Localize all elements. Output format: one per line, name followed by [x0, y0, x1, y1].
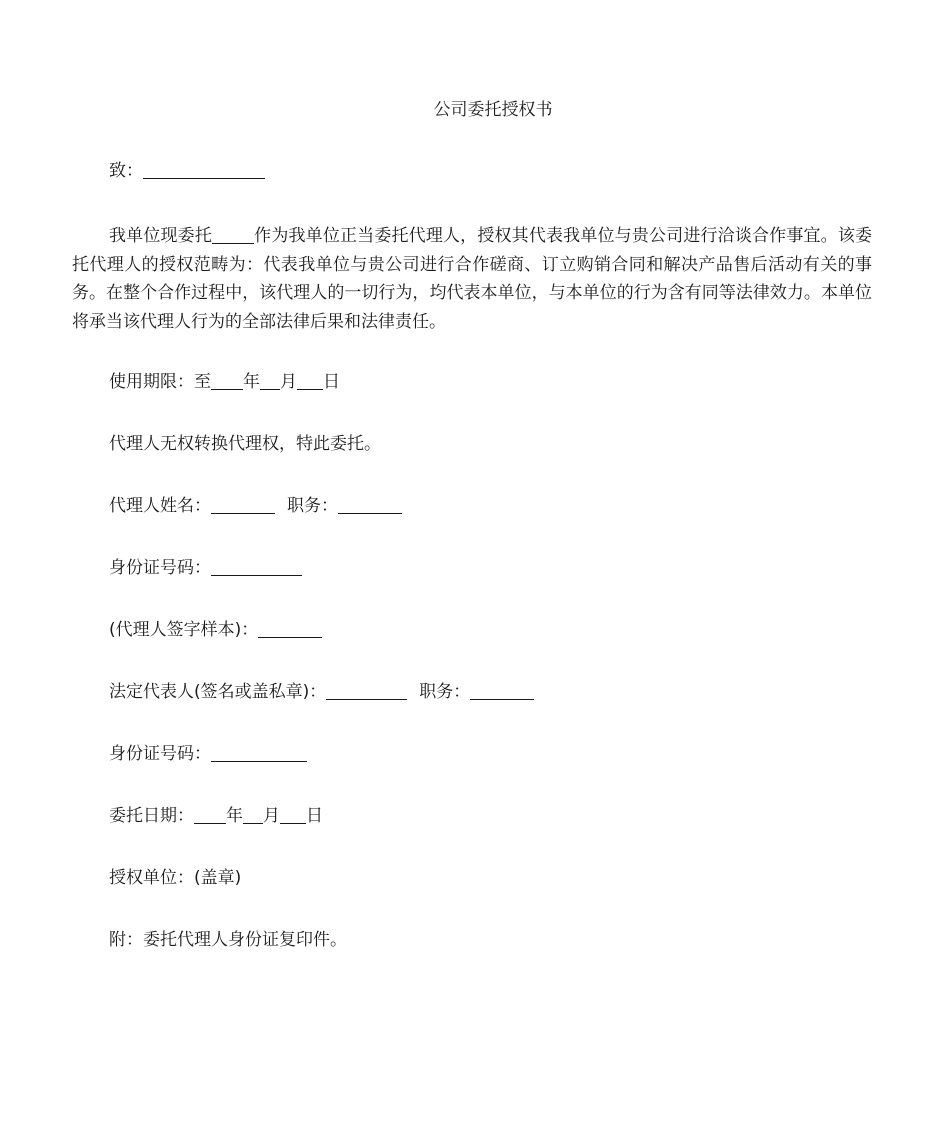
legal-rep-position-blank [470, 682, 534, 700]
agent-signature-line [109, 618, 322, 642]
agent-signature-blank [258, 620, 322, 638]
legal-rep-line [109, 680, 534, 704]
legal-rep-id-line [109, 742, 307, 766]
entrust-year-blank [194, 806, 226, 824]
agent-position-label: 职务： [287, 496, 338, 516]
legal-rep-id-blank [211, 744, 307, 762]
authorizing-unit-line: 授权单位：(盖章) [109, 868, 242, 888]
agent-id-line [109, 556, 302, 580]
agent-blank [212, 226, 254, 244]
validity-day-blank [297, 372, 323, 390]
legal-rep-id-label: 身份证号码： [109, 744, 211, 764]
entrust-day-blank [280, 806, 306, 824]
agent-name-blank [211, 496, 275, 514]
legal-rep-blank [326, 682, 407, 700]
entrust-date-line [109, 804, 323, 828]
agent-name-line [109, 494, 402, 518]
entrust-month-label: 月 [263, 806, 280, 826]
agent-id-blank [211, 558, 302, 576]
validity-year-label: 年 [243, 372, 260, 392]
attachment-line: 附：委托代理人身份证复印件。 [109, 930, 347, 950]
validity-day-label: 日 [323, 372, 340, 392]
agent-id-label: 身份证号码： [109, 558, 211, 578]
validity-month-label: 月 [280, 372, 297, 392]
entrust-month-blank [243, 806, 263, 824]
legal-rep-position-label: 职务： [419, 682, 471, 702]
validity-year-blank [211, 372, 243, 390]
legal-rep-label: 法定代表人(签名或盖私章)： [109, 682, 327, 702]
addressee-line [109, 159, 265, 183]
addressee-label: 致： [109, 161, 143, 181]
authorization-paragraph [72, 222, 872, 336]
agent-name-label: 代理人姓名： [109, 496, 211, 516]
validity-label: 使用期限：至 [109, 372, 211, 392]
entrust-day-label: 日 [306, 806, 323, 826]
validity-month-blank [260, 372, 280, 390]
agent-signature-label: (代理人签字样本)： [109, 620, 259, 640]
paragraph-text-start: 我单位现委托 [109, 226, 212, 246]
entrust-date-label: 委托日期： [109, 806, 194, 826]
entrust-year-label: 年 [226, 806, 243, 826]
validity-line [109, 370, 340, 394]
agent-position-blank [338, 496, 402, 514]
no-transfer-line: 代理人无权转换代理权，特此委托。 [109, 434, 381, 454]
paragraph-text-rest: 作为我单位正当委托代理人，授权其代表我单位与贵公司进行洽谈合作事宜。该委托代理人的授权范畴为：代表我单位与贵公司进行合作磋商、订立购销合同和解决产品售后活动有关的事务。在整个合作过程中，该代理人的一切行为，均代表本单位，与本单位的行为含有同等法律效力。本单位将承当该代理人行为的全部法律后果和法律责任。 [72, 226, 872, 332]
document-title: 公司委托授权书 [433, 100, 553, 120]
addressee-blank [143, 161, 265, 179]
